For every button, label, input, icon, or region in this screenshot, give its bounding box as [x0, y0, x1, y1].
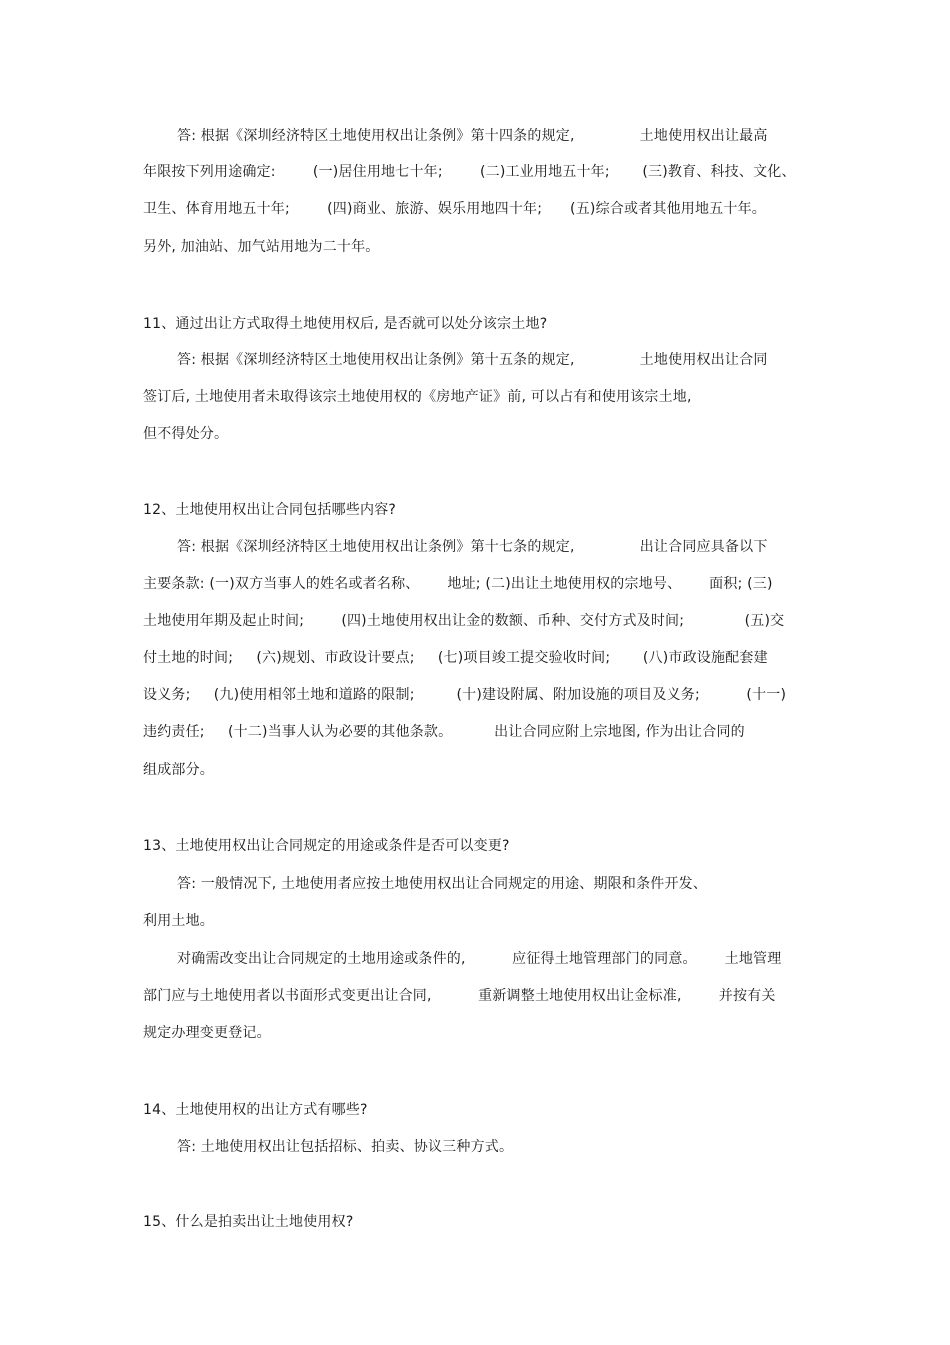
answer-10-line-1: 答: 根据《深圳经济特区土地使用权出让条例》第十四条的规定, 土地使用权出让最高	[177, 128, 768, 144]
answer-10-line-3: 卫生、体育用地五十年; (四)商业、旅游、娱乐用地四十年; (五)综合或者其他用地五十年。	[143, 201, 766, 217]
question-12: 12、土地使用权出让合同包括哪些内容?	[143, 502, 397, 518]
answer-14-line-1: 答: 土地使用权出让包括招标、拍卖、协议三种方式。	[177, 1139, 514, 1155]
answer-13-line-1: 答: 一般情况下, 土地使用者应按土地使用权出让合同规定的用途、期限和条件开发、	[177, 876, 708, 892]
answer-12-line-2: 主要条款: (一)双方当事人的姓名或者名称、 地址; (二)出让土地使用权的宗地号、 面积; (三)	[143, 576, 773, 592]
question-14: 14、土地使用权的出让方式有哪些?	[143, 1102, 368, 1118]
answer-12-line-4: 付土地的时间; (六)规划、市政设计要点; (七)项目竣工提交验收时间; (八)市政设施配套建	[143, 650, 768, 666]
answer-10-line-2: 年限按下列用途确定: (一)居住用地七十年; (二)工业用地五十年; (三)教育、科技、文化、	[143, 164, 796, 180]
answer-12-line-6: 违约责任; (十二)当事人认为必要的其他条款。 出让合同应附上宗地图, 作为出让合同的	[143, 724, 745, 740]
question-13: 13、土地使用权出让合同规定的用途或条件是否可以变更?	[143, 838, 510, 854]
answer-13-line-5: 规定办理变更登记。	[143, 1025, 271, 1041]
question-11: 11、通过出让方式取得土地使用权后, 是否就可以处分该宗土地?	[143, 316, 548, 332]
answer-13-line-2: 利用土地。	[143, 913, 214, 929]
answer-12-line-3: 土地使用年期及起止时间; (四)土地使用权出让金的数额、币种、交付方式及时间; (五)交	[143, 613, 785, 629]
answer-10-line-4: 另外, 加油站、加气站用地为二十年。	[143, 239, 380, 255]
answer-12-line-1: 答: 根据《深圳经济特区土地使用权出让条例》第十七条的规定, 出让合同应具备以下	[177, 539, 768, 555]
answer-12-line-7: 组成部分。	[143, 762, 214, 778]
question-15: 15、什么是拍卖出让土地使用权?	[143, 1214, 354, 1230]
answer-13-line-4: 部门应与土地使用者以书面形式变更出让合同, 重新调整土地使用权出让金标准, 并按有关	[143, 988, 776, 1004]
answer-12-line-5: 设义务; (九)使用相邻土地和道路的限制; (十)建设附属、附加设施的项目及义务; (十一)	[143, 687, 787, 703]
answer-11-line-2: 签订后, 土地使用者未取得该宗土地使用权的《房地产证》前, 可以占有和使用该宗土地,	[143, 389, 692, 405]
answer-11-line-1: 答: 根据《深圳经济特区土地使用权出让条例》第十五条的规定, 土地使用权出让合同	[177, 352, 768, 368]
answer-13-line-3: 对确需改变出让合同规定的土地用途或条件的, 应征得土地管理部门的同意。 土地管理	[177, 951, 782, 967]
answer-11-line-3: 但不得处分。	[143, 426, 229, 442]
